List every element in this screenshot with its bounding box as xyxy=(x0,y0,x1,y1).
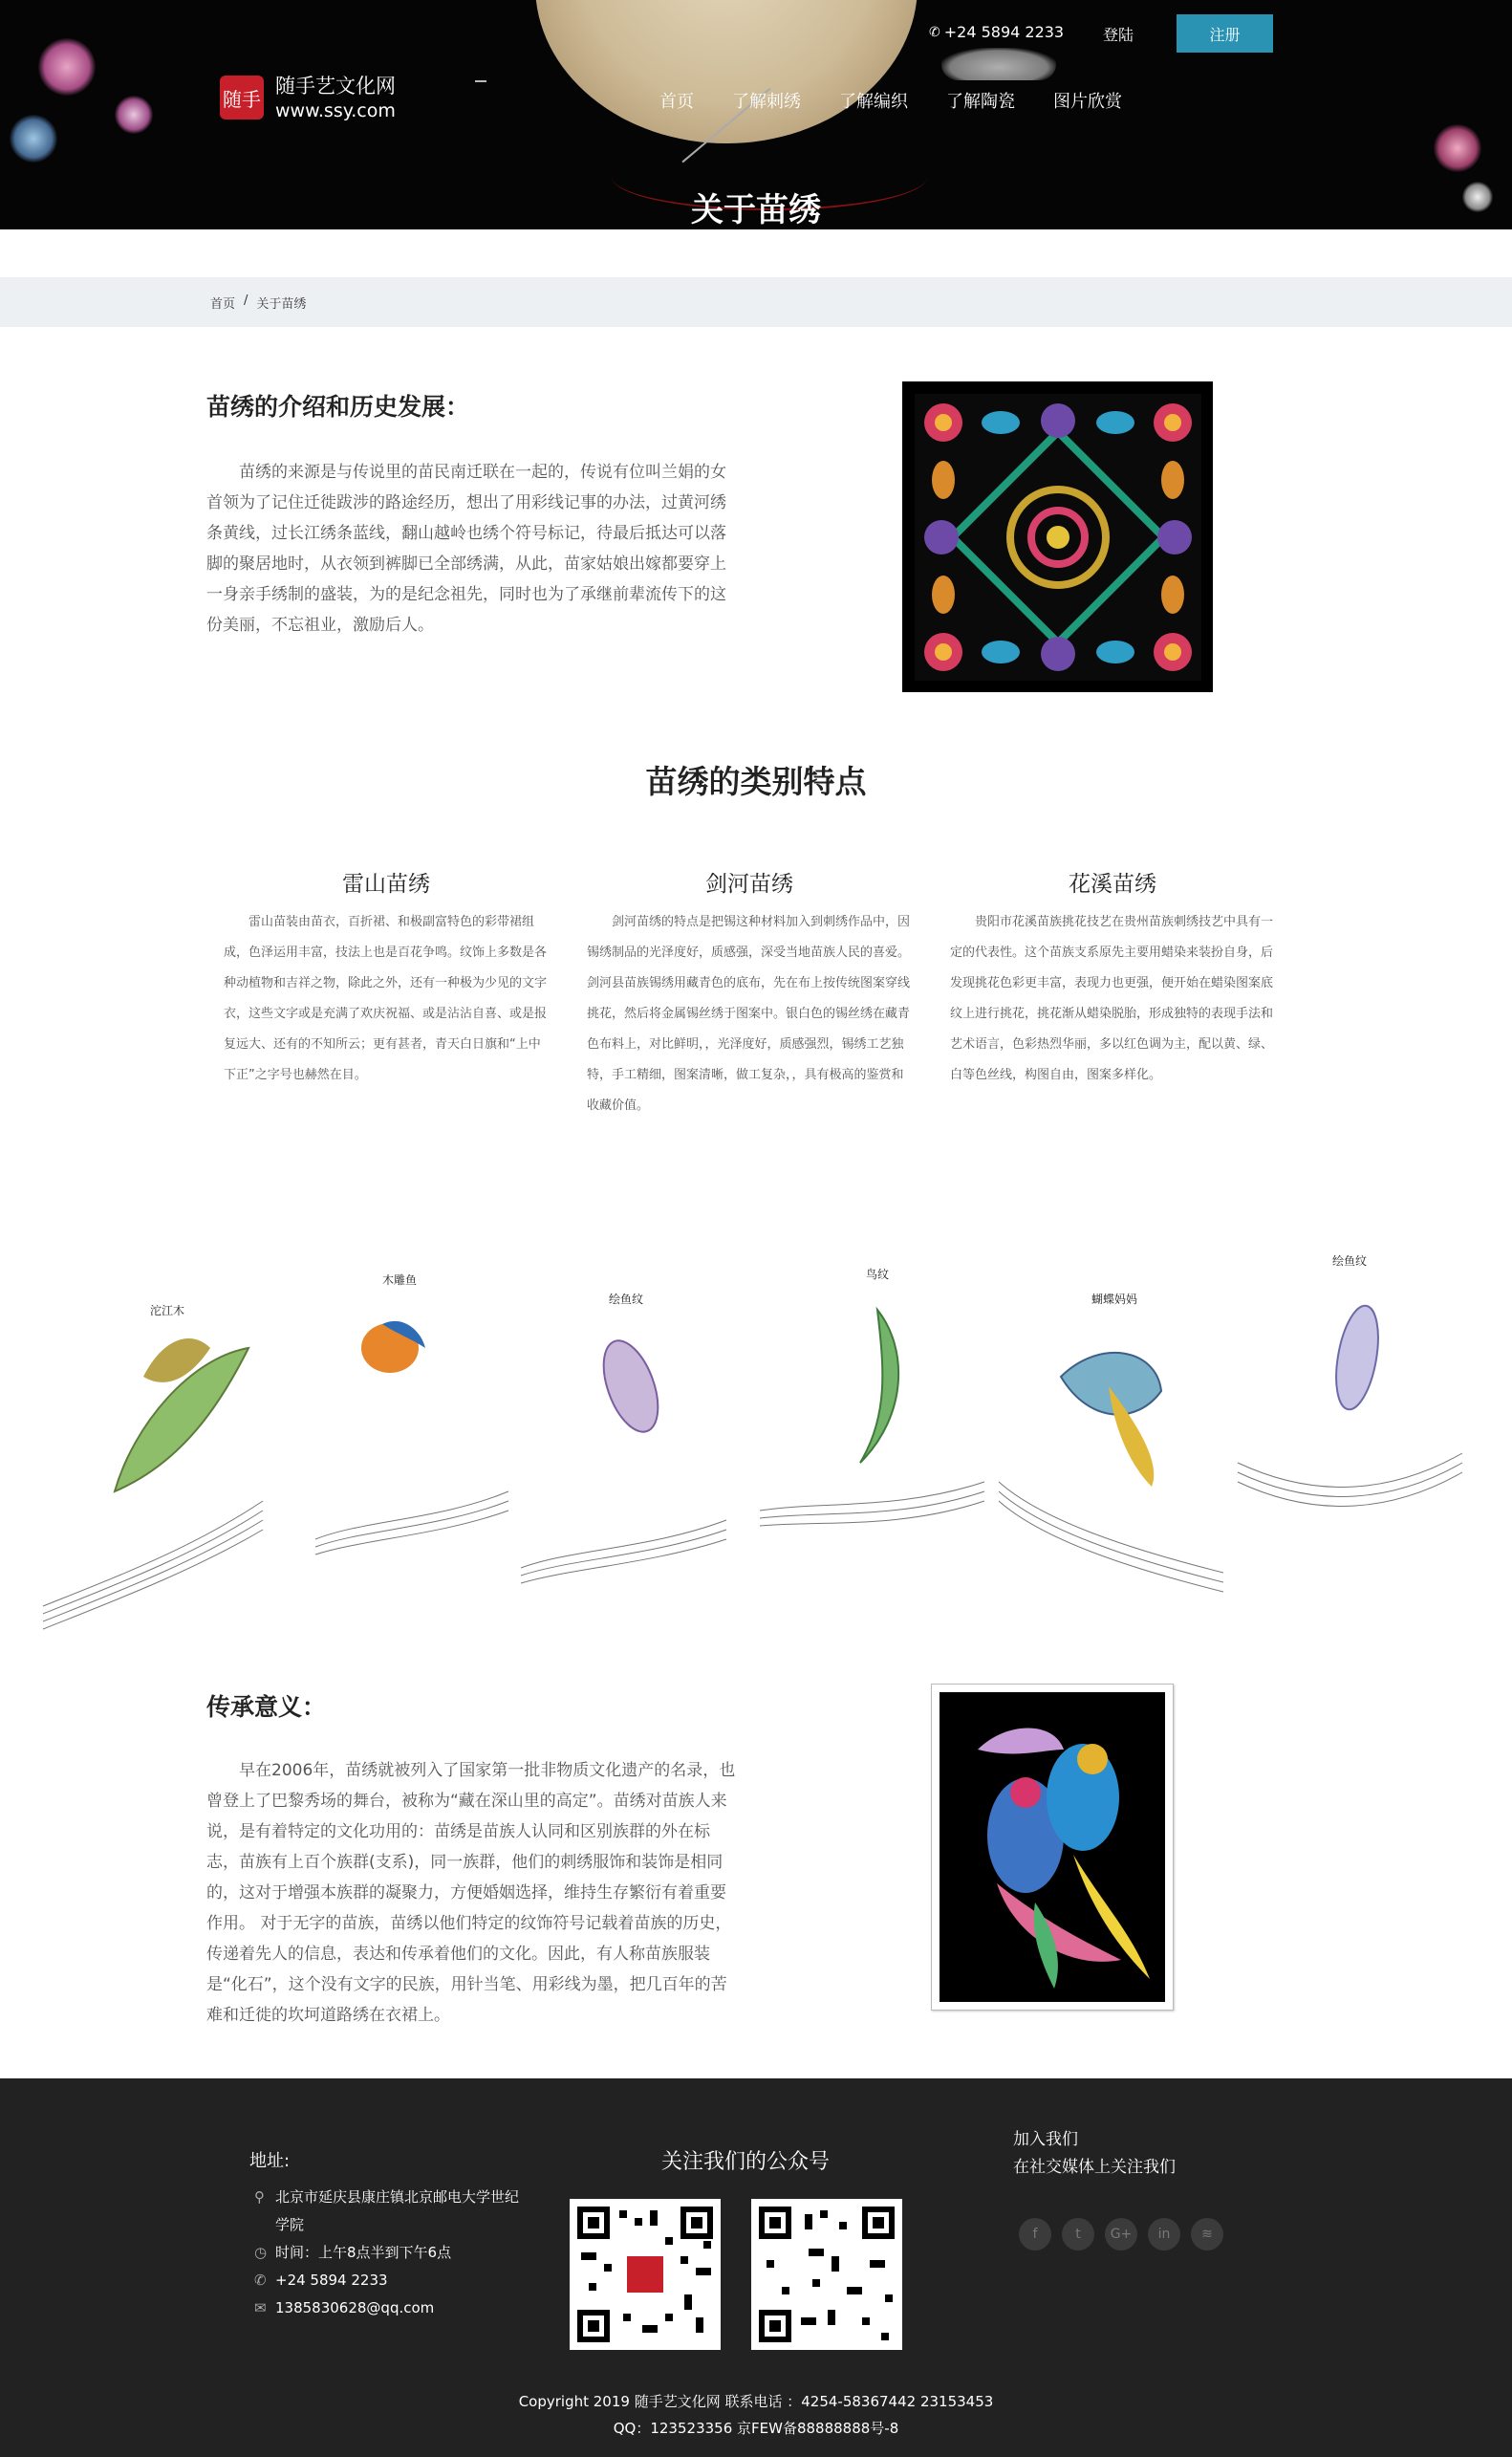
breadcrumb-bar xyxy=(0,277,1512,327)
intro-title: 苗绣的介绍和历史发展： xyxy=(206,393,470,421)
header-phone-number: +24 5894 2233 xyxy=(943,23,1065,41)
intro-text: 苗绣的来源是与传说里的苗民南迁联在一起的，传说有位叫兰娟的女首领为了记住迁徙跋涉的路途经历，想出了用彩线记事的办法，过黄河绣条黄线，过长江绣条蓝线，翻山越岭也绣个符号标记，待最后抵达可以落脚的聚居地时，从衣领到裤脚已全部绣满，从此，苗家姑娘出嫁都要穿上一身亲手绣制的盛装，为的是纪念祖先，同时也为了承继前辈流传下的这份美丽，不忘祖业，激励后人。 xyxy=(206,463,726,635)
category-title: 雷山苗绣 xyxy=(342,872,430,897)
qr-code-image xyxy=(570,2199,721,2350)
embroidery-image xyxy=(902,381,1213,692)
join-subtitle: 在社交媒体上关注我们 xyxy=(1013,2158,1176,2177)
category-title: 花溪苗绣 xyxy=(1069,872,1156,897)
icp-line: QQ：123523356 京FEW备88888888号-8 xyxy=(613,2420,899,2437)
linkedin-icon[interactable]: in xyxy=(1148,2218,1180,2250)
site-name: 随手艺文化网 xyxy=(275,75,396,98)
wave-lines-decoration xyxy=(0,1233,1512,1635)
nav-item-gallery[interactable]: 图片欣赏 xyxy=(1053,92,1122,112)
breadcrumb-home[interactable]: 首页 xyxy=(210,297,236,312)
category-card xyxy=(950,866,1275,1091)
phone-icon: ✆ xyxy=(254,2272,267,2289)
contact-phone xyxy=(254,2267,522,2294)
floral-embroidery-decoration xyxy=(1434,124,1481,172)
site-footer xyxy=(0,2078,1512,2457)
site-url: www.ssy.com xyxy=(275,100,396,121)
envelope-icon: ✉ xyxy=(254,2299,267,2316)
floral-embroidery-decoration xyxy=(115,96,153,134)
address-title: 地址: xyxy=(249,2151,291,2171)
nav-item-home[interactable]: 首页 xyxy=(659,92,694,112)
copyright xyxy=(0,2388,1512,2442)
address-text: 北京市延庆县康庄镇北京邮电大学世纪学院 xyxy=(275,2188,520,2233)
nav-item-ceramics[interactable]: 了解陶瓷 xyxy=(946,92,1015,112)
motif-label: 鸟纹 xyxy=(866,1268,890,1281)
login-link[interactable]: 登陆 xyxy=(1103,26,1134,44)
wechat-title: 关注我们的公众号 xyxy=(660,2150,830,2174)
header-phone xyxy=(929,23,1064,41)
main-nav xyxy=(659,88,1160,113)
category-card xyxy=(224,866,549,1091)
cloud-decoration xyxy=(941,48,1056,80)
register-button[interactable]: 注册 xyxy=(1177,14,1273,53)
breadcrumb-current: 关于苗绣 xyxy=(256,297,307,312)
twitter-icon[interactable]: t xyxy=(1062,2218,1094,2250)
hero-header xyxy=(0,0,1512,229)
breadcrumb xyxy=(210,294,306,312)
floral-embroidery-decoration xyxy=(10,115,57,163)
email-text: 1385830628@qq.com xyxy=(275,2299,435,2316)
motif-label: 绘鱼纹 xyxy=(609,1293,644,1306)
contact-list xyxy=(254,2184,522,2322)
birds-embroidery-image xyxy=(931,1684,1174,2011)
category-text: 剑河苗绣的特点是把锡这种材料加入到刺绣作品中，因锡绣制品的光泽度好，质感强，深受当地苗族人民的喜爱。剑河县苗族锡绣用藏青色的底布，先在布上按传统图案穿线挑花，然后将金属锡丝绣于图案中。银白色的锡丝绣在藏青色布料上，对比鲜明，，光泽度好，质感强烈，锡绣工艺独特，手工精细，图案清晰，做工复杂，，具有极高的鉴赏和收藏价值。 xyxy=(587,915,911,1113)
motif-label: 蝴蝶妈妈 xyxy=(1091,1293,1138,1306)
google-plus-icon[interactable]: G+ xyxy=(1105,2218,1137,2250)
logo-text xyxy=(275,73,396,122)
nav-item-weaving[interactable]: 了解编织 xyxy=(839,92,908,112)
qr-code-image xyxy=(751,2199,902,2350)
phone-text: +24 5894 2233 xyxy=(275,2272,388,2289)
join-us xyxy=(1013,2126,1176,2182)
category-text: 贵阳市花溪苗族挑花技艺在贵州苗族刺绣技艺中具有一定的代表性。这个苗族支系原先主要用蜡染来装扮自身，后发现挑花色彩更丰富，表现力也更强，便开始在蜡染图案底纹上进行挑花，挑花渐从蜡染脱胎，形成独特的表现手法和艺术语言，色彩热烈华丽，多以红色调为主，配以黄、绿、白等色丝线，构图自由，图案多样化。 xyxy=(950,915,1274,1082)
page-title: 关于苗绣 xyxy=(691,191,821,229)
pattern-gallery xyxy=(0,1233,1512,1635)
join-title: 加入我们 xyxy=(1013,2130,1078,2149)
contact-hours xyxy=(254,2239,522,2267)
phone-icon: ✆ xyxy=(929,24,940,40)
embroidery-hoop-decoration xyxy=(535,0,918,143)
facebook-icon[interactable]: f xyxy=(1019,2218,1051,2250)
motif-label: 绘鱼纹 xyxy=(1332,1254,1368,1268)
breadcrumb-separator: / xyxy=(244,294,248,308)
floral-embroidery-decoration xyxy=(38,38,96,96)
category-heading: 苗绣的类别特点 xyxy=(645,763,867,800)
category-text: 雷山苗装由苗衣，百折裙、和极副富特色的彩带裙组成，色泽运用丰富，技法上也是百花争鸣。纹饰上多数是各种动植物和吉祥之物，除此之外，还有一种极为少见的文字衣，这些文字或是充满了欢庆祝福、或是沾沾自喜、或是报复远大、还有的不知所云；更有甚者，青天白日旗和“上中下正”之字号也赫然在目。 xyxy=(224,915,548,1082)
social-links xyxy=(1019,2218,1234,2250)
copyright-line: Copyright 2019 随手艺文化网 联系电话 ：4254-58367442 23153453 xyxy=(518,2393,994,2410)
clock-icon: ◷ xyxy=(254,2244,268,2261)
heritage-title: 传承意义： xyxy=(206,1693,327,1721)
motif-label: 沱江木 xyxy=(150,1304,185,1317)
nav-item-embroidery[interactable]: 了解刺绣 xyxy=(732,92,801,112)
contact-email xyxy=(254,2294,522,2322)
location-icon: ⚲ xyxy=(254,2188,265,2206)
contact-address xyxy=(254,2184,522,2239)
site-logo[interactable] xyxy=(220,73,396,122)
logo-seal: 随手 xyxy=(220,76,264,120)
heritage-text: 早在2006年，苗绣就被列入了国家第一批非物质文化遗产的名录，也曾登上了巴黎秀场的舞台，被称为“藏在深山里的高定”。苗绣对苗族人来说，是有着特定的文化功用的：苗绣是苗族人认同和区别族群的外在标志，苗族有上百个族群(支系)，同一族群，他们的刺绣服饰和装饰是相同的，这对于增强本族群的凝聚力，方便婚姻选择，维持生存繁衍有着重要作用。 对于无字的苗族，苗绣以他们特定的纹饰符号记载着苗族的历史，传递着先人的信息，表达和传承着他们的文化。因此，有人称苗族服装是“化石”，这个没有文字的民族，用针当笔、用彩线为墨，把几百年的苦难和迁徙的坎坷道路绣在衣裙上。 xyxy=(206,1761,736,2025)
rss-icon[interactable]: ≋ xyxy=(1191,2218,1223,2250)
motif-label: 木雕鱼 xyxy=(382,1273,418,1287)
hours-text: 时间：上午8点半到下午6点 xyxy=(275,2244,452,2261)
divider xyxy=(475,80,486,82)
category-title: 剑河苗绣 xyxy=(705,872,793,897)
category-card xyxy=(587,866,912,1121)
